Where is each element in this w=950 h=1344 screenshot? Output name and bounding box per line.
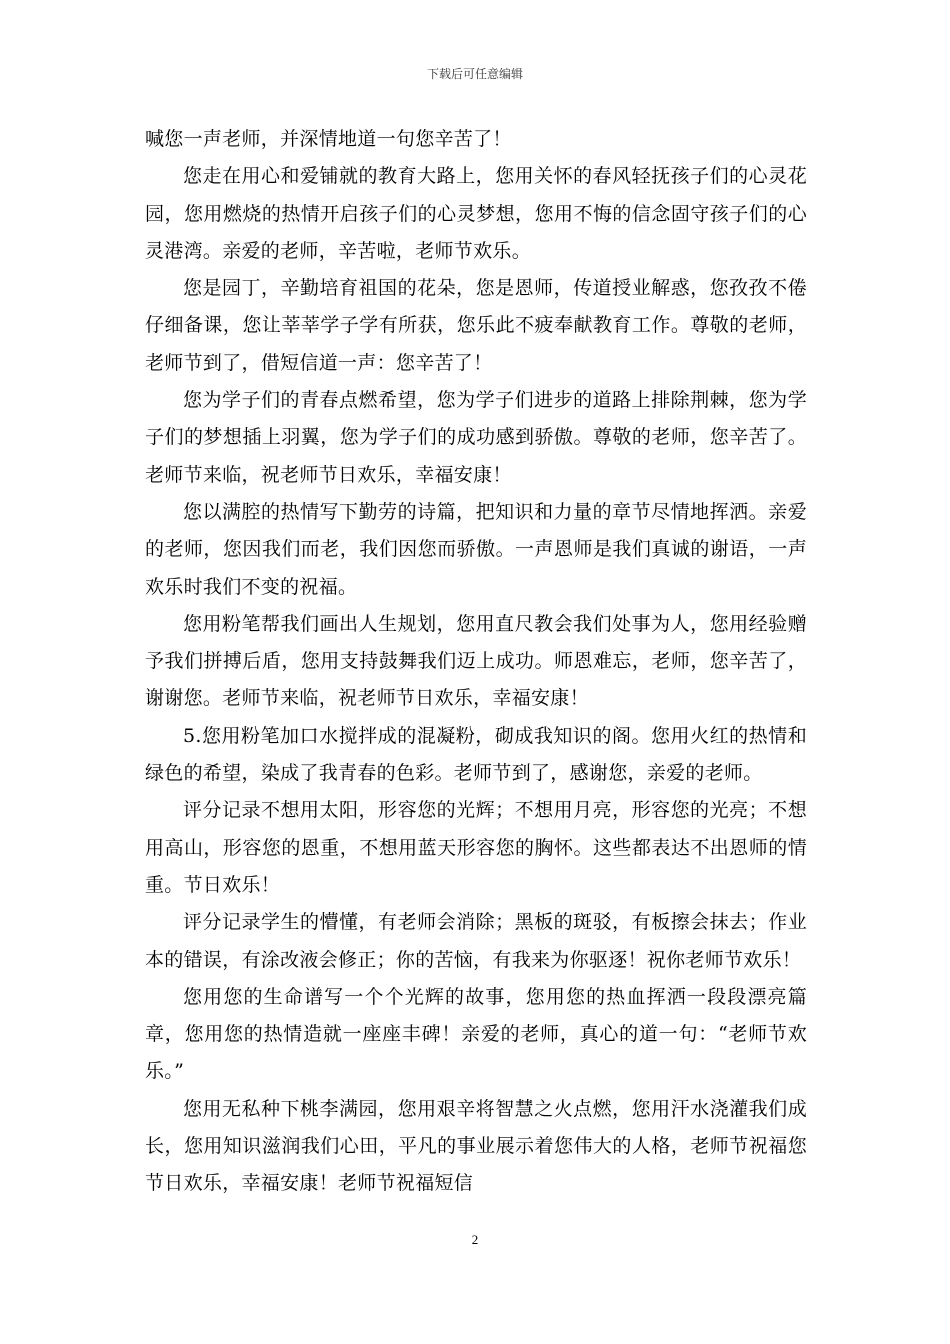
paragraph: 您走在用心和爱铺就的教育大路上，您用关怀的春风轻抚孩子们的心灵花园，您用燃烧的热情开启孩子们的心灵梦想，您用不悔的信念固守孩子们的心灵港湾。亲爱的老师，辛苦啦，老师节欢乐。 bbox=[145, 165, 807, 262]
paragraph: 您用您的生命谱写一个个光辉的故事，您用您的热血挥洒一段段漂亮篇章，您用您的热情造就一座座丰碑！亲爱的老师，真心的道一句：“老师节欢乐。” bbox=[145, 985, 807, 1083]
paragraph: 评分记录学生的懵懂，有老师会消除；黑板的斑驳，有板擦会抹去；作业本的错误，有涂改液会修正；你的苦恼，有我来为你驱逐！祝你老师节欢乐！ bbox=[145, 911, 807, 971]
document-body bbox=[145, 121, 807, 1203]
paragraph: 您以满腔的热情写下勤劳的诗篇，把知识和力量的章节尽情地挥洒。亲爱的老师，您因我们而老，我们因您而骄傲。一声恩师是我们真诚的谢语，一声欢乐时我们不变的祝福。 bbox=[145, 500, 807, 598]
page-header: 下载后可任意编辑 bbox=[426, 67, 523, 81]
paragraph: 您是园丁，辛勤培育祖国的花朵，您是恩师，传道授业解惑，您孜孜不倦仔细备课，您让莘莘学子学有所获，您乐此不疲奉献教育工作。尊敬的老师，老师节到了，借短信道一声：您辛苦了！ bbox=[145, 277, 807, 374]
page-number: 2 bbox=[471, 1232, 479, 1247]
paragraph: 您用粉笔帮我们画出人生规划，您用直尺教会我们处事为人，您用经验赠予我们拼搏后盾，您用支持鼓舞我们迈上成功。师恩难忘，老师，您辛苦了，谢谢您。老师节来临，祝老师节日欢乐，幸福安康！ bbox=[145, 612, 807, 710]
paragraph: 喊您一声老师，并深情地道一句您辛苦了！ bbox=[145, 128, 512, 150]
paragraph: 您用无私种下桃李满园，您用艰辛将智慧之火点燃，您用汗水浇灌我们成长，您用知识滋润我们心田，平凡的事业展示着您伟大的人格，老师节祝福您节日欢乐，幸福安康！老师节祝福短信 bbox=[145, 1097, 807, 1195]
paragraph: 5.您用粉笔加口水搅拌成的混凝粉，砌成我知识的阁。您用火红的热情和绿色的希望，染成了我青春的色彩。老师节到了，感谢您，亲爱的老师。 bbox=[145, 724, 807, 785]
paragraph: 评分记录不想用太阳，形容您的光辉；不想用月亮，形容您的光亮；不想用高山，形容您的恩重，不想用蓝天形容您的胸怀。这些都表达不出恩师的情重。节日欢乐！ bbox=[145, 799, 807, 896]
paragraph: 您为学子们的青春点燃希望，您为学子们进步的道路上排除荆棘，您为学子们的梦想插上羽翼，您为学子们的成功感到骄傲。尊敬的老师，您辛苦了。老师节来临，祝老师节日欢乐，幸福安康！ bbox=[145, 389, 807, 486]
